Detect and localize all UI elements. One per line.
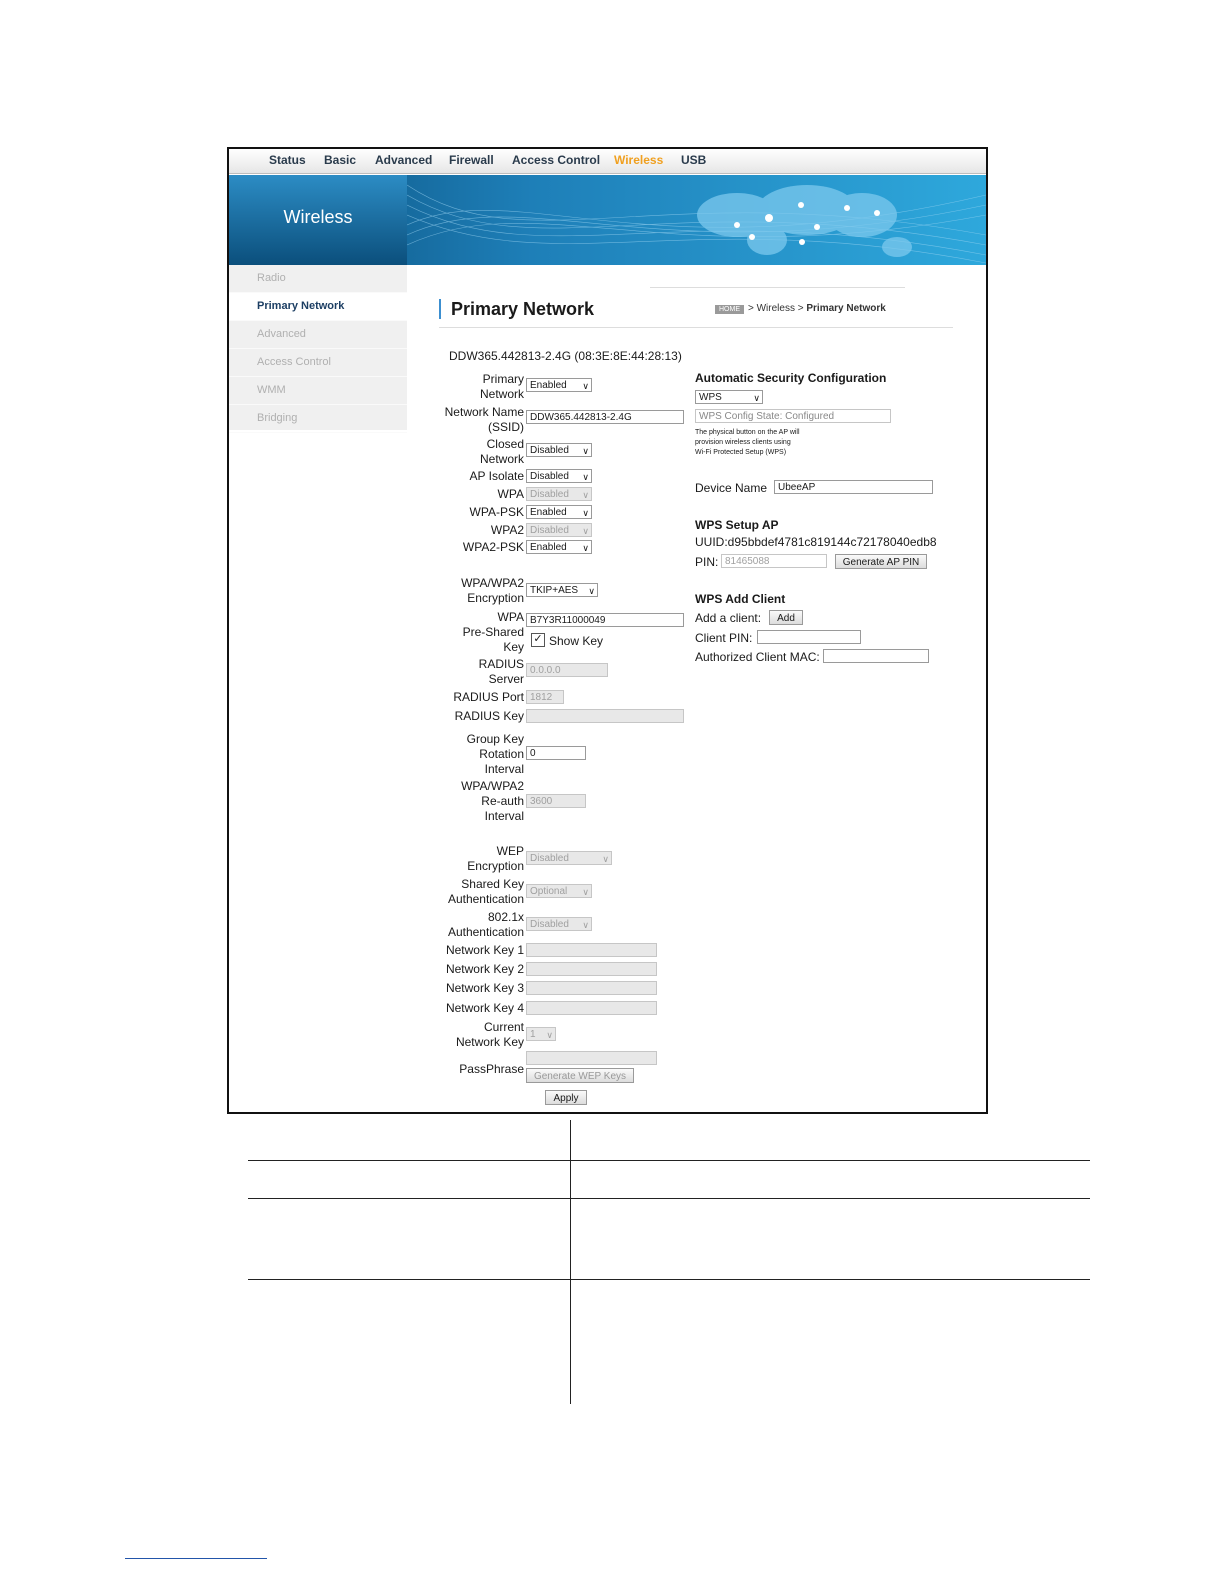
chevron-down-icon: ∨ bbox=[582, 887, 589, 897]
sidebar-item-bridging[interactable]: Bridging bbox=[229, 405, 407, 433]
chevron-down-icon: ∨ bbox=[546, 1030, 553, 1040]
breadcrumb-current: Primary Network bbox=[806, 303, 886, 314]
passphrase-input bbox=[526, 1051, 657, 1065]
table-row-divider bbox=[248, 1198, 1090, 1199]
wps-note: The physical button on the AP will provision wireless clients using Wi-Fi Protected Setup (WPS) bbox=[695, 429, 800, 456]
chevron-down-icon: ∨ bbox=[582, 508, 589, 518]
nav-advanced[interactable]: Advanced bbox=[375, 153, 433, 167]
label-network-key-1: Network Key 1 bbox=[445, 943, 524, 957]
breadcrumb-path: > Wireless > bbox=[748, 303, 807, 314]
label-shared-key: Shared Key Authentication bbox=[447, 877, 524, 906]
chevron-down-icon: ∨ bbox=[582, 526, 589, 536]
label-radius-server: RADIUS Server bbox=[478, 657, 524, 686]
label-network-key-4: Network Key 4 bbox=[445, 1001, 524, 1015]
router-config-screenshot bbox=[227, 147, 988, 1114]
closed-network-select[interactable]: Disabled ∨ bbox=[526, 443, 592, 457]
radius-port-input: 1812 bbox=[526, 690, 564, 704]
generate-wep-keys-button: Generate WEP Keys bbox=[526, 1068, 634, 1083]
chevron-down-icon: ∨ bbox=[582, 490, 589, 500]
label-passphrase: PassPhrase bbox=[459, 1062, 524, 1076]
network-key-3-input bbox=[526, 981, 657, 995]
header-banner bbox=[229, 175, 986, 265]
sidebar-item-advanced[interactable]: Advanced bbox=[229, 321, 407, 349]
label-radius-port: RADIUS Port bbox=[453, 690, 524, 704]
ap-isolate-select[interactable]: Disabled ∨ bbox=[526, 469, 592, 483]
label-ssid: Network Name (SSID) bbox=[444, 405, 524, 434]
label-reauth: WPA/WPA2 Re-auth Interval bbox=[461, 779, 524, 823]
reauth-input: 3600 bbox=[526, 794, 586, 808]
label-ap-isolate: AP Isolate bbox=[469, 469, 524, 483]
home-icon[interactable]: HOME bbox=[715, 305, 744, 314]
wps-setup-title: WPS Setup AP bbox=[695, 518, 779, 532]
generate-ap-pin-button[interactable]: Generate AP PIN bbox=[835, 554, 927, 569]
wep-select: Disabled ∨ bbox=[526, 851, 612, 865]
client-pin-input[interactable] bbox=[757, 630, 861, 644]
banner-title: Wireless bbox=[283, 207, 353, 227]
label-encryption: WPA/WPA2 Encryption bbox=[461, 576, 524, 605]
label-psk: WPA Pre-Shared Key bbox=[462, 610, 524, 654]
psk-input[interactable]: B7Y3R11000049 bbox=[526, 613, 684, 627]
authorized-mac-label: Authorized Client MAC: bbox=[695, 650, 820, 664]
divider bbox=[650, 287, 905, 288]
label-primary-network: Primary Network bbox=[479, 372, 524, 401]
ssid-header: DDW365.442813-2.4G (08:3E:8E:44:28:13) bbox=[449, 349, 682, 363]
chevron-down-icon: ∨ bbox=[582, 472, 589, 482]
table-row-divider bbox=[248, 1160, 1090, 1161]
device-name-input[interactable]: UbeeAP bbox=[774, 480, 933, 494]
chevron-down-icon: ∨ bbox=[602, 854, 609, 864]
network-key-1-input bbox=[526, 943, 657, 957]
label-wpa-psk: WPA-PSK bbox=[469, 505, 524, 519]
wps-config-state: WPS Config State: Configured bbox=[695, 409, 891, 423]
ssid-input[interactable]: DDW365.442813-2.4G bbox=[526, 410, 684, 424]
page-title: Primary Network bbox=[439, 299, 594, 319]
add-client-button[interactable]: Add bbox=[769, 610, 803, 625]
sidebar-item-access-control[interactable]: Access Control bbox=[229, 349, 407, 377]
label-wpa2-psk: WPA2-PSK bbox=[462, 540, 524, 554]
sidebar-item-primary-network[interactable]: Primary Network bbox=[229, 293, 407, 321]
radius-server-input: 0.0.0.0 bbox=[526, 663, 608, 677]
pin-input: 81465088 bbox=[721, 554, 827, 568]
chevron-down-icon: ∨ bbox=[582, 446, 589, 456]
wpa2-psk-select[interactable]: Enabled ∨ bbox=[526, 540, 592, 554]
add-client-label: Add a client: bbox=[695, 611, 762, 625]
world-map-graphic bbox=[407, 175, 986, 265]
wpa-psk-select[interactable]: Enabled ∨ bbox=[526, 505, 592, 519]
shared-key-select: Optional ∨ bbox=[526, 884, 592, 898]
divider bbox=[439, 327, 953, 328]
label-network-key-3: Network Key 3 bbox=[445, 981, 524, 995]
chevron-down-icon: ∨ bbox=[753, 393, 760, 403]
main-content bbox=[407, 265, 986, 1112]
sidebar-item-radio[interactable]: Radio bbox=[229, 265, 407, 293]
primary-network-select[interactable]: Enabled ∨ bbox=[526, 378, 592, 392]
sidebar-item-wmm[interactable]: WMM bbox=[229, 377, 407, 405]
label-radius-key: RADIUS Key bbox=[454, 709, 524, 723]
label-wpa: WPA bbox=[497, 487, 524, 501]
pin-label: PIN: bbox=[695, 555, 719, 569]
device-name-label: Device Name bbox=[695, 481, 768, 495]
radius-key-input bbox=[526, 709, 684, 723]
sidebar bbox=[229, 265, 407, 430]
network-key-4-input bbox=[526, 1001, 657, 1015]
label-dot1x: 802.1x Authentication bbox=[447, 910, 524, 939]
top-navigation bbox=[229, 149, 986, 174]
nav-usb[interactable]: USB bbox=[681, 153, 707, 167]
chevron-down-icon: ∨ bbox=[582, 543, 589, 553]
network-key-2-input bbox=[526, 962, 657, 976]
uuid-text: UUID:d95bbdef4781c819144c72178040edb8 bbox=[695, 535, 937, 549]
label-closed-network: Closed Network bbox=[479, 437, 524, 466]
auto-security-select[interactable]: WPS ∨ bbox=[695, 390, 763, 404]
label-network-key-2: Network Key 2 bbox=[445, 962, 524, 976]
footnote-rule bbox=[125, 1558, 267, 1559]
nav-wireless[interactable]: Wireless bbox=[614, 153, 664, 167]
wps-add-client-title: WPS Add Client bbox=[695, 592, 786, 606]
chevron-down-icon: ∨ bbox=[588, 586, 595, 596]
nav-basic[interactable]: Basic bbox=[324, 153, 357, 167]
nav-access-control[interactable]: Access Control bbox=[512, 153, 601, 167]
encryption-select[interactable]: TKIP+AES ∨ bbox=[526, 583, 598, 597]
label-group-key: Group Key Rotation Interval bbox=[466, 732, 524, 776]
label-current-key: Current Network Key bbox=[455, 1020, 524, 1049]
label-wpa2: WPA2 bbox=[490, 523, 524, 537]
chevron-down-icon: ∨ bbox=[582, 381, 589, 391]
table-row-divider bbox=[248, 1279, 1090, 1280]
chevron-down-icon: ∨ bbox=[582, 920, 589, 930]
show-key-checkbox[interactable]: ✓ bbox=[531, 633, 545, 647]
group-key-input[interactable]: 0 bbox=[526, 746, 586, 760]
auto-security-title: Automatic Security Configuration bbox=[695, 371, 887, 385]
nav-firewall[interactable]: Firewall bbox=[449, 153, 494, 167]
authorized-mac-input[interactable] bbox=[823, 649, 929, 663]
dot1x-select: Disabled ∨ bbox=[526, 917, 592, 931]
client-pin-label: Client PIN: bbox=[695, 631, 753, 645]
table-column-divider bbox=[570, 1120, 571, 1404]
nav-status[interactable]: Status bbox=[269, 153, 306, 167]
breadcrumb bbox=[715, 303, 886, 314]
wpa2-select: Disabled ∨ bbox=[526, 523, 592, 537]
show-key-label: Show Key bbox=[549, 634, 604, 648]
banner-title-panel bbox=[229, 175, 407, 265]
current-key-select: 1 ∨ bbox=[526, 1027, 556, 1041]
wpa-select: Disabled ∨ bbox=[526, 487, 592, 501]
label-wep: WEP Encryption bbox=[467, 844, 524, 873]
apply-button[interactable]: Apply bbox=[545, 1090, 587, 1105]
